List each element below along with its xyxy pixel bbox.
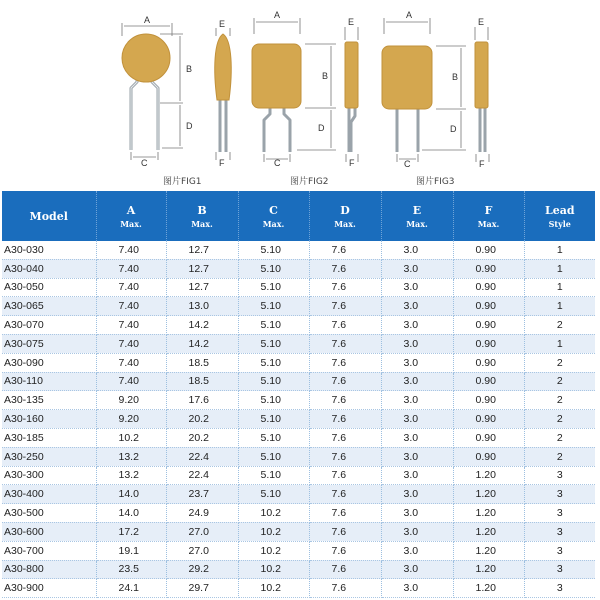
- model-cell: A30-160: [2, 410, 96, 429]
- table-cell: 14.2: [166, 334, 238, 353]
- table-cell: 17.6: [166, 391, 238, 410]
- table-cell: 3.0: [381, 504, 453, 523]
- table-cell: 0.90: [453, 259, 524, 278]
- table-cell: 10.2: [238, 560, 309, 579]
- column-header-sublabel: Max.: [120, 218, 142, 229]
- table-cell: 3.0: [381, 241, 453, 259]
- table-cell: 0.90: [453, 278, 524, 297]
- column-header: [166, 191, 238, 241]
- model-cell: A30-030: [2, 241, 96, 259]
- table-cell: 3: [524, 485, 595, 504]
- table-cell: 0.90: [453, 353, 524, 372]
- table-cell: 3.0: [381, 391, 453, 410]
- dim-b-label-2: B: [322, 71, 329, 81]
- table-cell: 13.0: [166, 297, 238, 316]
- model-cell: A30-135: [2, 391, 96, 410]
- table-cell: 2: [524, 316, 595, 335]
- table-cell: 7.6: [309, 504, 381, 523]
- table-cell: 3.0: [381, 297, 453, 316]
- dim-e-label-2: E: [348, 17, 355, 27]
- model-cell: A30-090: [2, 353, 96, 372]
- dim-e-label: E: [219, 19, 226, 29]
- model-cell: A30-400: [2, 485, 96, 504]
- table-cell: 5.10: [238, 334, 309, 353]
- table-cell: 0.90: [453, 316, 524, 335]
- dim-f-label-3: F: [479, 159, 485, 169]
- table-cell: 0.90: [453, 372, 524, 391]
- table-cell: 23.5: [96, 560, 166, 579]
- table-cell: 7.6: [309, 334, 381, 353]
- table-cell: 3.0: [381, 278, 453, 297]
- column-header: [381, 191, 453, 241]
- table-cell: 24.1: [96, 579, 166, 598]
- column-header-label: B: [197, 203, 207, 217]
- table-cell: 14.0: [96, 504, 166, 523]
- table-cell: 17.2: [96, 522, 166, 541]
- table-cell: 5.10: [238, 372, 309, 391]
- column-header-sublabel: Max.: [334, 218, 356, 229]
- table-row: [2, 278, 595, 297]
- table-cell: 2: [524, 353, 595, 372]
- table-cell: 1: [524, 259, 595, 278]
- model-cell: A30-065: [2, 297, 96, 316]
- column-header: [453, 191, 524, 241]
- table-cell: 5.10: [238, 353, 309, 372]
- table-cell: 3: [524, 522, 595, 541]
- table-cell: 7.6: [309, 560, 381, 579]
- table-cell: 27.0: [166, 522, 238, 541]
- dim-b-label: B: [186, 64, 193, 74]
- table-row: [2, 241, 595, 259]
- table-cell: 1: [524, 241, 595, 259]
- table-cell: 3.0: [381, 485, 453, 504]
- fig1-caption: 图片FIG1: [163, 177, 202, 187]
- table-cell: 7.40: [96, 241, 166, 259]
- table-cell: 10.2: [96, 428, 166, 447]
- table-cell: 0.90: [453, 334, 524, 353]
- column-header: [2, 191, 96, 241]
- table-cell: 1.20: [453, 485, 524, 504]
- model-cell: A30-700: [2, 541, 96, 560]
- table-cell: 1: [524, 297, 595, 316]
- table-cell: 29.2: [166, 560, 238, 579]
- fig2-body: [252, 44, 301, 108]
- table-cell: 2: [524, 410, 595, 429]
- dim-a-label: A: [144, 15, 151, 25]
- dim-d-label-2: D: [318, 123, 325, 133]
- table-cell: 3: [524, 579, 595, 598]
- table-cell: 13.2: [96, 447, 166, 466]
- table-cell: 12.7: [166, 259, 238, 278]
- dim-c-label: C: [141, 158, 148, 168]
- table-row: [2, 541, 595, 560]
- table-cell: 0.90: [453, 241, 524, 259]
- table-cell: 10.2: [238, 522, 309, 541]
- table-cell: 7.40: [96, 278, 166, 297]
- table-cell: 3.0: [381, 372, 453, 391]
- dim-e-label-3: E: [478, 17, 485, 27]
- table-cell: 19.1: [96, 541, 166, 560]
- table-cell: 3.0: [381, 428, 453, 447]
- table-cell: 22.4: [166, 466, 238, 485]
- table-cell: 22.4: [166, 447, 238, 466]
- dim-c-label-3: C: [404, 159, 411, 169]
- table-cell: 7.6: [309, 485, 381, 504]
- table-cell: 2: [524, 428, 595, 447]
- table-cell: 3.0: [381, 541, 453, 560]
- model-cell: A30-110: [2, 372, 96, 391]
- table-cell: 13.2: [96, 466, 166, 485]
- dim-d-label: D: [186, 121, 193, 131]
- table-cell: 12.7: [166, 241, 238, 259]
- table-cell: 23.7: [166, 485, 238, 504]
- column-header: [238, 191, 309, 241]
- table-cell: 1.20: [453, 504, 524, 523]
- fig1-disc-body: [122, 34, 170, 82]
- table-cell: 7.6: [309, 316, 381, 335]
- table-cell: 5.10: [238, 259, 309, 278]
- table-row: [2, 259, 595, 278]
- table-cell: 3.0: [381, 560, 453, 579]
- table-cell: 1.20: [453, 560, 524, 579]
- table-body: [2, 241, 595, 598]
- column-header-label: C: [269, 203, 278, 217]
- table-cell: 1.20: [453, 541, 524, 560]
- table-cell: 7.40: [96, 297, 166, 316]
- table-cell: 7.6: [309, 391, 381, 410]
- model-cell: A30-050: [2, 278, 96, 297]
- column-header-label: Model: [29, 209, 68, 223]
- model-cell: A30-900: [2, 579, 96, 598]
- dim-c-label-2: C: [274, 158, 281, 168]
- table-cell: 0.90: [453, 447, 524, 466]
- table-row: [2, 485, 595, 504]
- table-row: [2, 391, 595, 410]
- column-header-sublabel: Max.: [191, 218, 213, 229]
- table-row: [2, 316, 595, 335]
- table-cell: 10.2: [238, 504, 309, 523]
- model-cell: A30-070: [2, 316, 96, 335]
- table-cell: 3.0: [381, 447, 453, 466]
- table-cell: 5.10: [238, 428, 309, 447]
- table-cell: 14.0: [96, 485, 166, 504]
- model-cell: A30-250: [2, 447, 96, 466]
- table-cell: 10.2: [238, 541, 309, 560]
- dim-a-label-3: A: [406, 10, 413, 20]
- table-cell: 7.6: [309, 466, 381, 485]
- dimension-figures: [0, 0, 600, 190]
- table-cell: 7.40: [96, 353, 166, 372]
- table-row: [2, 560, 595, 579]
- dim-f-label-2: F: [349, 158, 355, 168]
- table-cell: 3: [524, 466, 595, 485]
- fig3-body: [382, 46, 432, 109]
- table-cell: 7.40: [96, 334, 166, 353]
- fig3-front-view: [382, 10, 466, 169]
- table-cell: 3.0: [381, 316, 453, 335]
- table-row: [2, 447, 595, 466]
- table-row: [2, 428, 595, 447]
- model-cell: A30-075: [2, 334, 96, 353]
- table-cell: 3.0: [381, 353, 453, 372]
- table-cell: 7.6: [309, 428, 381, 447]
- fig2-side-body: [345, 42, 358, 108]
- table-header-row: [2, 191, 595, 241]
- table-cell: 14.2: [166, 316, 238, 335]
- table-cell: 5.10: [238, 391, 309, 410]
- table-cell: 3.0: [381, 579, 453, 598]
- table-cell: 9.20: [96, 410, 166, 429]
- column-header-label: A: [126, 203, 136, 217]
- fig1-side-body: [215, 34, 231, 100]
- table-cell: 2: [524, 391, 595, 410]
- column-header-label: E: [412, 203, 422, 217]
- table-cell: 1: [524, 278, 595, 297]
- model-cell: A30-600: [2, 522, 96, 541]
- table-cell: 7.6: [309, 353, 381, 372]
- table-cell: 5.10: [238, 447, 309, 466]
- column-header: [96, 191, 166, 241]
- table-cell: 0.90: [453, 391, 524, 410]
- table-cell: 0.90: [453, 428, 524, 447]
- table-cell: 7.40: [96, 316, 166, 335]
- table-cell: 1.20: [453, 522, 524, 541]
- table-row: [2, 579, 595, 598]
- dim-a-label-2: A: [274, 10, 281, 20]
- dim-b-label-3: B: [452, 72, 459, 82]
- table-cell: 20.2: [166, 428, 238, 447]
- table-cell: 18.5: [166, 372, 238, 391]
- table-cell: 9.20: [96, 391, 166, 410]
- table-row: [2, 334, 595, 353]
- table-cell: 29.7: [166, 579, 238, 598]
- table-cell: 7.6: [309, 278, 381, 297]
- table-cell: 7.6: [309, 372, 381, 391]
- table-cell: 7.6: [309, 241, 381, 259]
- model-cell: A30-300: [2, 466, 96, 485]
- fig3-side-view: [475, 17, 489, 169]
- table-cell: 7.6: [309, 522, 381, 541]
- column-header: [524, 191, 595, 241]
- table-cell: 7.6: [309, 579, 381, 598]
- table-cell: 5.10: [238, 485, 309, 504]
- table-cell: 2: [524, 447, 595, 466]
- table-cell: 5.10: [238, 410, 309, 429]
- table-cell: 3.0: [381, 522, 453, 541]
- fig2-side-view: [345, 17, 358, 168]
- table-cell: 7.40: [96, 372, 166, 391]
- model-cell: A30-040: [2, 259, 96, 278]
- table-cell: 24.9: [166, 504, 238, 523]
- column-header-label: F: [484, 203, 493, 217]
- column-header-label: Lead: [544, 203, 575, 217]
- table-cell: 3: [524, 560, 595, 579]
- table-cell: 7.6: [309, 541, 381, 560]
- column-header-sublabel: Max.: [477, 218, 500, 229]
- table-cell: 0.90: [453, 410, 524, 429]
- table-cell: 20.2: [166, 410, 238, 429]
- model-cell: A30-800: [2, 560, 96, 579]
- fig1-front-view: [122, 15, 193, 168]
- fig3-side-body: [475, 42, 488, 108]
- table-cell: 5.10: [238, 241, 309, 259]
- table-cell: 3: [524, 541, 595, 560]
- column-header-label: D: [340, 203, 350, 217]
- fig1-side-view: [215, 19, 231, 168]
- table-cell: 7.6: [309, 410, 381, 429]
- spec-table: [2, 191, 595, 598]
- table-cell: 7.40: [96, 259, 166, 278]
- table-row: [2, 504, 595, 523]
- dim-f-label: F: [219, 158, 225, 168]
- table-cell: 10.2: [238, 579, 309, 598]
- fig2-front-view: [252, 10, 336, 168]
- table-cell: 7.6: [309, 297, 381, 316]
- table-cell: 27.0: [166, 541, 238, 560]
- model-cell: A30-500: [2, 504, 96, 523]
- table-cell: 1.20: [453, 466, 524, 485]
- table-cell: 1.20: [453, 579, 524, 598]
- table-row: [2, 372, 595, 391]
- column-header: [309, 191, 381, 241]
- table-cell: 12.7: [166, 278, 238, 297]
- table-cell: 5.10: [238, 466, 309, 485]
- table-cell: 3.0: [381, 466, 453, 485]
- table-cell: 3.0: [381, 334, 453, 353]
- table-cell: 0.90: [453, 297, 524, 316]
- table-cell: 1: [524, 334, 595, 353]
- table-cell: 7.6: [309, 447, 381, 466]
- table-cell: 5.10: [238, 297, 309, 316]
- column-header-sublabel: Style: [548, 218, 571, 229]
- column-header-sublabel: Max.: [406, 218, 428, 229]
- column-header-sublabel: Max.: [262, 218, 285, 229]
- table-row: [2, 353, 595, 372]
- fig2-caption: 图片FIG2: [290, 177, 329, 187]
- table-cell: 7.6: [309, 259, 381, 278]
- fig3-caption: 图片FIG3: [416, 177, 455, 187]
- model-cell: A30-185: [2, 428, 96, 447]
- table-cell: 2: [524, 372, 595, 391]
- table-cell: 5.10: [238, 316, 309, 335]
- table-cell: 3.0: [381, 410, 453, 429]
- table-cell: 5.10: [238, 278, 309, 297]
- table-row: [2, 522, 595, 541]
- table-cell: 3.0: [381, 259, 453, 278]
- table-cell: 3: [524, 504, 595, 523]
- table-row: [2, 466, 595, 485]
- dim-d-label-3: D: [450, 124, 457, 134]
- table-row: [2, 297, 595, 316]
- table-row: [2, 410, 595, 429]
- table-cell: 18.5: [166, 353, 238, 372]
